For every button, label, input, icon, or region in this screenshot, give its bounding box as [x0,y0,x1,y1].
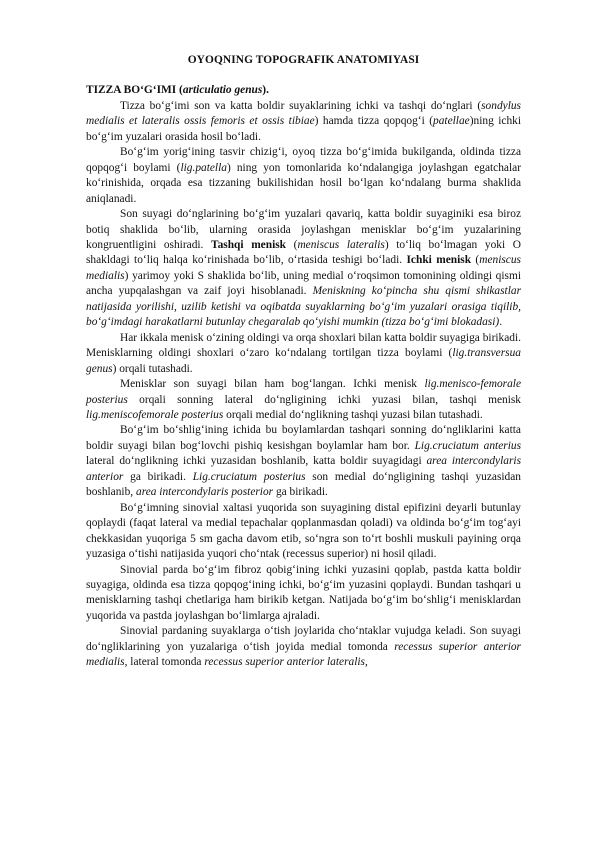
section-heading: TIZZA BO‘G‘IMI (articulatio genus). [86,84,269,97]
paragraph-5: Menisklar son suyagi bilan ham bog‘langan. Ichki menisk lig.menisco-femorale posterius orqali sonning lateral do‘ngligining ichki yuzasi bilan, tashqi menisk lig.meniscofemorale posterius orqali medial do‘nglikning tashqi yuzasi bilan tutashadi. [86,378,521,421]
paragraph-8: Sinovial parda bo‘g‘im fibroz qobig‘ining ichki yuzasini qoplab, pastda katta boldir suyagiga, oldinda esa tizza qopqog‘ining ichki, bo‘g‘im yuzasini qoplaydi. Bundan tashqari u menisklarning tashqi chetlariga ham birikib ketgan. Natijada bo‘g‘im bo‘shlig‘i menisklardan yuqorida va pastda joylashgan bo‘limlarga ajraladi. [86,563,521,622]
page-title: OYOQNING TOPOGRAFIK ANATOMIYASI [187,54,420,66]
paragraph-3: Son suyagi do‘nglarining bo‘g‘im yuzalari qavariq, katta boldir suyaginiki esa biroz botiq shaklida bo‘lib, ularning orasida joylashgan menisklar bo‘g‘im yuzalarining kongruentligini oshiradi. Tashqi menisk (meniscus lateralis) to‘liq bo‘lmagan yoki O shakldagi to‘liq halqa ko‘rinishada bo‘lib, o‘rtasida teshigi bo‘ladi. Ichki menisk (meniscus medialis) yarimoy yoki S shaklida bo‘lib, uning medial o‘roqsimon tomonining oldingi qismi ancha yupqalashgan va zaif joyi hisoblanadi. Meniskning ko‘pincha shu qismi shikastlar natijasida yorilishi, uzilib ketishi va oqibatda suyaklarning bo‘g‘im yuzalari orasiga tiqilib, bo‘g‘imdagi harakatlarni butunlay chegaralab qo‘yishi mumkin (tizza bo‘g‘imi blokadasi). [86,208,521,329]
paragraph-9: Sinovial pardaning suyaklarga o‘tish joylarida cho‘ntaklar vujudga keladi. Son suyagi do‘ngliklarining yon yuzalariga o‘tish joyida medial tomonda recessus superior anterior medialis, lateral tomonda recessus superior anterior lateralis, [86,625,521,669]
section-heading-text: TIZZA BO‘G‘IMI [86,84,177,97]
paragraph-2: Bo‘g‘im yorig‘ining tasvir chizig‘i, oyoq tizza bo‘g‘imida bukilganda, oldinda tizza qopqog‘i boylami (lig.patella) ning yon tomonlarida ko‘ndalangiga joylashgan egatchalar ko‘rinishida, orqada esa tizzaning bukilishidan hosil bo‘lgan ko‘ndalang burma shaklida aniqlanadi. [86,146,521,205]
paragraph-4: Har ikkala menisk o‘zining oldingi va orqa shoxlari bilan katta boldir suyagiga birikadi. Menisklarning oldingi shoxlari o‘zaro ko‘ndalang tortilgan tizza boylami (lig.transversua genus) orqali tutashadi. [86,331,521,375]
paragraph-1: Tizza bo‘g‘imi son va katta boldir suyaklarining ichki va tashqi do‘nglari (sondylus medialis et lateralis ossis femoris et ossis tibiae) hamda tizza qopqog‘i (patellae)ning ichki bo‘g‘im yuzalari orasida hosil bo‘ladi. [86,99,522,143]
paragraph-6: Bo‘g‘im bo‘shlig‘ining ichida bu boylamlardan tashqari sonning do‘ngliklarini katta boldir suyagi bilan bog‘lovchi pishiq kesishgan boylamlar ham bor. Lig.cruciatum anterius lateral do‘nglikning ichki yuzasidan boshlanib, katta boldir suyagidagi area intercondylaris anterior ga birikadi. Lig.cruciatum posterius son medial do‘ngligining tashqi yuzasidan boshlanib, area intercondylaris posterior ga birikadi. [86,424,521,499]
paragraph-7: Bo‘g‘imning sinovial xaltasi yuqorida son suyagining distal epifizini deyarli butunlay qoplaydi (faqat lateral va medial tepachalar qoplanmasdan qoladi) va oldinda bo‘g‘im tog‘ayi chekkasidan yuqoriga 5 sm gacha davom etib, so‘ngra son to‘rt boshli muskuli payining orqa yuzasiga o‘tishi natijasida yuqori cho‘ntak (recessus superior) ni hosil qiladi. [86,501,521,561]
section-heading-latin: articulatio genus [182,84,263,97]
